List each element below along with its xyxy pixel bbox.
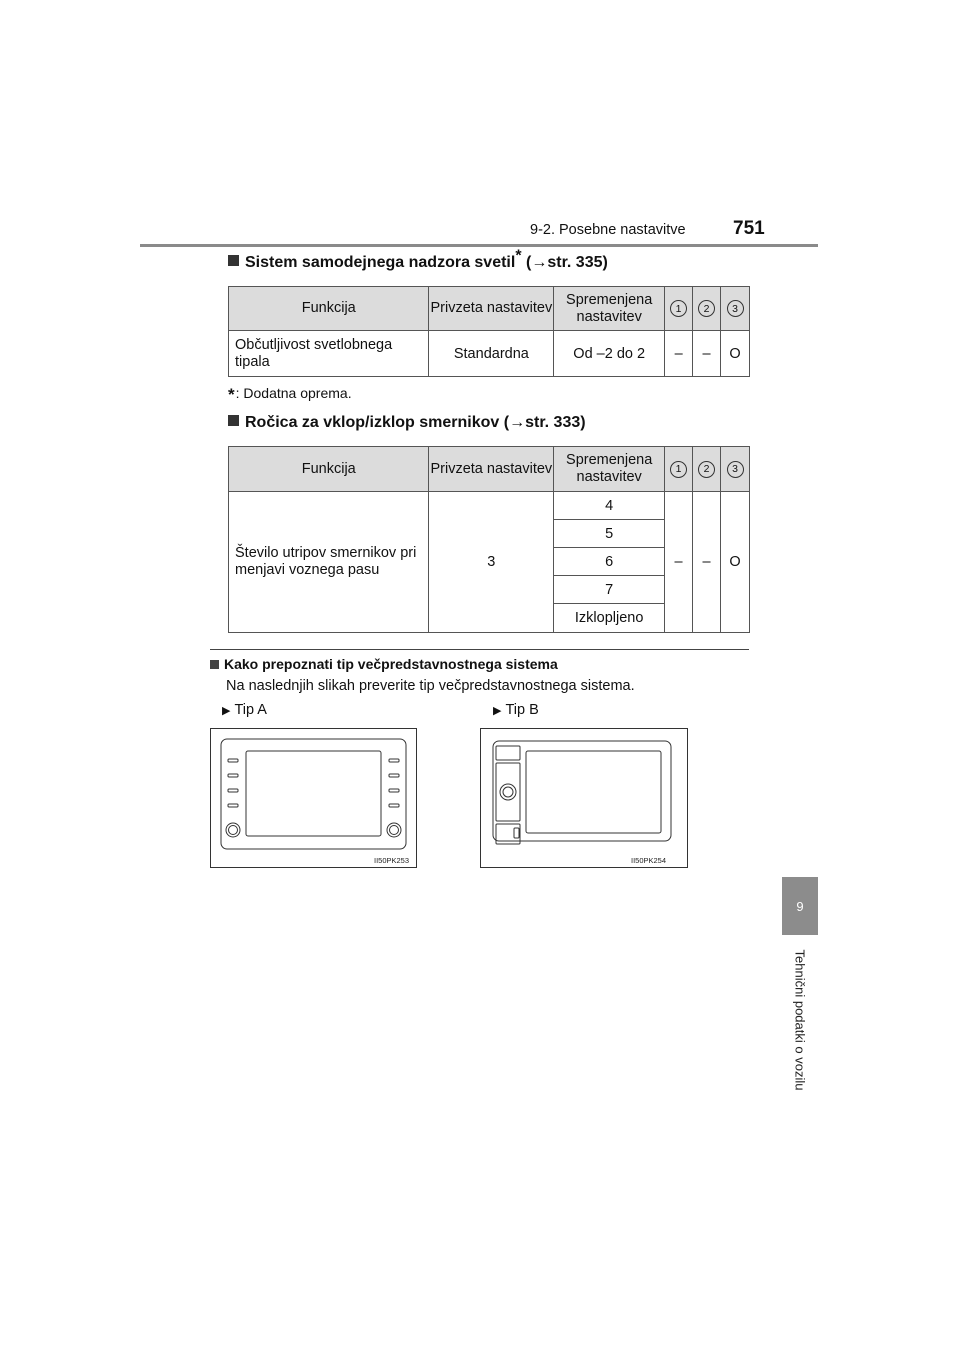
chapter-title: Tehnični podatki o vozilu [792, 949, 808, 1091]
table-row [229, 331, 750, 377]
chapter-tab [782, 877, 818, 935]
cell-option: 5 [554, 520, 665, 548]
table-header-row [229, 447, 750, 492]
section3-title: Kako prepoznati tip večpredstavnostnega sistema [224, 656, 558, 672]
section2-title: Ročica za vklop/izklop smernikov [245, 414, 500, 431]
square-bullet-icon [210, 660, 219, 669]
page-number: 751 [733, 218, 765, 239]
circled-number: 2 [698, 300, 715, 317]
footnote-text: : Dodatna oprema. [235, 385, 352, 401]
header-rule [140, 244, 818, 247]
figure-tip-b [480, 728, 688, 868]
lights-settings-table [228, 286, 750, 377]
square-bullet-icon [228, 415, 239, 426]
col-default: Privzeta nastavitev [429, 447, 554, 492]
col-c1 [665, 287, 693, 331]
col-c3 [721, 287, 750, 331]
cell-c3: O [721, 331, 750, 377]
section2-ref: (→str. 333) [503, 414, 586, 431]
col-c2 [693, 447, 721, 492]
col-c2 [693, 287, 721, 331]
section1-heading [228, 247, 608, 272]
circled-number: 3 [727, 461, 744, 478]
divider [210, 649, 749, 650]
section-header: 9-2. Posebne nastavitve [530, 222, 686, 238]
cell-option: Izklopljeno [554, 604, 665, 633]
triangle-right-icon: ▶ [222, 705, 231, 717]
circled-number: 1 [670, 461, 687, 478]
cell-c2: – [693, 492, 721, 633]
multimedia-type-a-illustration [211, 729, 416, 867]
circled-number: 3 [727, 300, 744, 317]
cell-c1: – [665, 331, 693, 377]
col-changed: Spremenjena nastavitev [554, 447, 665, 492]
table-header-row [229, 287, 750, 331]
cell-function: Občutljivost svetlobnega tipala [229, 331, 429, 377]
tip-b-label [493, 702, 539, 718]
cell-option: 4 [554, 492, 665, 520]
footnote-asterisk: * [228, 385, 235, 404]
section1-title: Sistem samodejnega nadzora svetil [245, 254, 516, 271]
cell-default: 3 [429, 492, 554, 633]
multimedia-type-b-illustration [481, 729, 687, 867]
asterisk-mark: * [515, 247, 522, 265]
figure-code: II50PK254 [631, 856, 667, 865]
turn-signal-table [228, 446, 750, 633]
triangle-right-icon: ▶ [493, 705, 502, 717]
col-function: Funkcija [229, 287, 429, 331]
tip-a-label [222, 702, 267, 718]
cell-option: 7 [554, 576, 665, 604]
col-c1 [665, 447, 693, 492]
circled-number: 1 [670, 300, 687, 317]
cell-c1: – [665, 492, 693, 633]
col-function: Funkcija [229, 447, 429, 492]
cell-changed: Od –2 do 2 [554, 331, 665, 377]
footnote [228, 385, 352, 405]
cell-default: Standardna [429, 331, 554, 377]
table-row [229, 492, 750, 520]
cell-option: 6 [554, 548, 665, 576]
section1-ref: (→str. 335) [526, 254, 608, 271]
col-changed: Spremenjena nastavitev [554, 287, 665, 331]
chapter-number: 9 [796, 898, 804, 914]
cell-function: Število utripov smernikov pri menjavi voznega pasu [229, 492, 429, 633]
tip-b-text: Tip B [505, 702, 539, 718]
square-bullet-icon [228, 255, 239, 266]
figure-code: II50PK253 [374, 856, 410, 865]
section3-heading [210, 656, 558, 672]
section3-text: Na naslednjih slikah preverite tip večpredstavnostnega sistema. [226, 678, 635, 694]
tip-a-text: Tip A [234, 702, 267, 718]
col-default: Privzeta nastavitev [429, 287, 554, 331]
cell-c2: – [693, 331, 721, 377]
circled-number: 2 [698, 461, 715, 478]
col-c3 [721, 447, 750, 492]
cell-c3: O [721, 492, 750, 633]
figure-tip-a [210, 728, 417, 868]
section2-heading [228, 414, 586, 432]
